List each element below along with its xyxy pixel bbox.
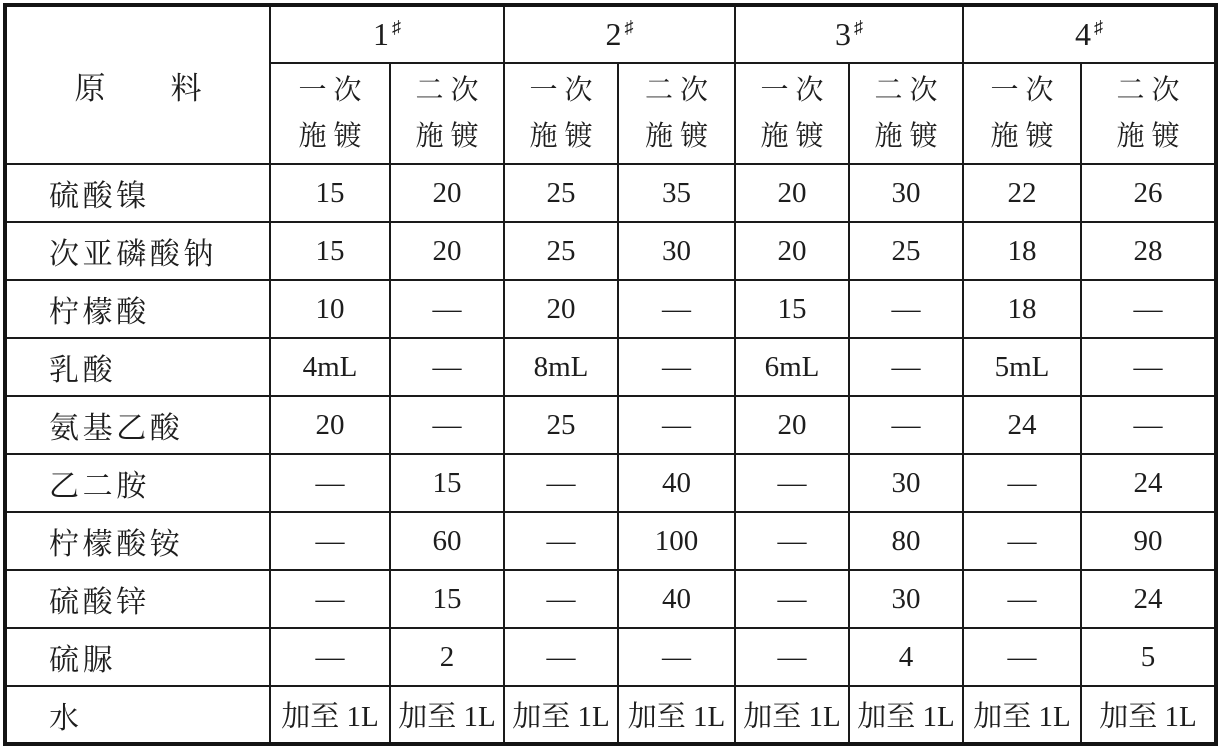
value-cell: 18 [963,280,1081,338]
value-cell: — [504,570,618,628]
value-cell: 25 [504,222,618,280]
subheader-line1: 一次 [298,74,369,106]
value-cell: — [504,628,618,686]
value-cell: 加至 1L [849,686,963,744]
table-row [5,570,1216,628]
plating-pass-header-4 [618,63,735,164]
value-cell: 20 [735,222,849,280]
table-row [5,686,1216,744]
ingredient-label-cell [5,454,270,512]
bath-group-header-3 [735,5,963,63]
value-cell: 20 [504,280,618,338]
subheader-line2: 施镀 [644,120,715,152]
value-cell: 60 [390,512,504,570]
value-cell: 6mL [735,338,849,396]
value-cell: — [963,454,1081,512]
ingredient-label-cell [5,338,270,396]
group-number: 2 [605,16,622,52]
value-cell: 加至 1L [618,686,735,744]
raw-material-corner-header [5,5,270,164]
value-cell: — [390,396,504,454]
plating-pass-header-7 [963,63,1081,164]
value-cell: — [390,280,504,338]
table-row [5,222,1216,280]
value-cell: 40 [618,454,735,512]
value-cell: — [504,454,618,512]
value-cell: — [849,396,963,454]
subheader-line1: 二次 [644,74,715,106]
value-cell: — [618,280,735,338]
value-cell: — [270,454,390,512]
value-cell: 15 [270,222,390,280]
subheader-line2: 施镀 [990,120,1061,152]
ingredient-label-cell [5,628,270,686]
value-cell: 30 [618,222,735,280]
value-cell: 25 [504,164,618,222]
subheader-line1: 二次 [1116,74,1187,106]
ingredient-name: 硫酸锌 [49,586,150,619]
plating-bath-formulation-table [3,3,1218,746]
value-cell: 20 [735,164,849,222]
subheader-line2: 施镀 [529,120,600,152]
ingredient-label-cell [5,512,270,570]
value-cell: — [390,338,504,396]
value-cell: — [618,338,735,396]
value-cell: — [849,338,963,396]
value-cell: 20 [390,164,504,222]
ingredient-rows [5,164,1216,744]
value-cell: 35 [618,164,735,222]
bath-group-header-4 [963,5,1216,63]
subheader-line2: 施镀 [760,120,831,152]
ingredient-name: 硫酸镍 [49,180,150,213]
value-cell: — [735,454,849,512]
table-row [5,280,1216,338]
value-cell: 10 [270,280,390,338]
subheader-line2: 施镀 [298,120,369,152]
ingredient-name: 乙二胺 [49,470,150,503]
plating-pass-header-5 [735,63,849,164]
bath-group-header-2 [504,5,735,63]
table-row [5,164,1216,222]
ingredient-label-cell [5,222,270,280]
value-cell: — [270,628,390,686]
value-cell: — [963,570,1081,628]
ingredient-name: 乳酸 [49,354,117,387]
ingredient-label-cell [5,570,270,628]
group-number: 4 [1075,16,1091,52]
table-row [5,512,1216,570]
value-cell: 28 [1081,222,1216,280]
value-cell: 18 [963,222,1081,280]
subheader-line2: 施镀 [415,120,486,152]
value-cell: — [270,512,390,570]
table-row [5,338,1216,396]
ingredient-name: 水 [49,701,83,735]
table-row [5,396,1216,454]
value-cell: 加至 1L [390,686,504,744]
ingredient-name: 氨基乙酸 [49,412,184,445]
subheader-line1: 二次 [874,74,945,106]
value-cell: 20 [390,222,504,280]
value-cell: — [504,512,618,570]
value-cell: 26 [1081,164,1216,222]
value-cell: — [1081,338,1216,396]
value-cell: 15 [735,280,849,338]
value-cell: — [735,628,849,686]
value-cell: 20 [735,396,849,454]
value-cell: 15 [390,454,504,512]
value-cell: 加至 1L [1081,686,1216,744]
value-cell: 30 [849,570,963,628]
raw-material-label: 原料 [74,70,267,106]
value-cell: 24 [963,396,1081,454]
value-cell: 5 [1081,628,1216,686]
ingredient-label-cell [5,280,270,338]
value-cell: 8mL [504,338,618,396]
value-cell: 25 [504,396,618,454]
value-cell: 100 [618,512,735,570]
bath-group-header-1 [270,5,504,63]
subheader-line1: 一次 [990,74,1061,106]
subheader-line2: 施镀 [874,120,945,152]
value-cell: — [735,570,849,628]
plating-pass-header-2 [390,63,504,164]
subheader-line1: 二次 [415,74,486,106]
value-cell: 加至 1L [963,686,1081,744]
value-cell: 20 [270,396,390,454]
ingredient-name: 柠檬酸铵 [49,528,184,561]
value-cell: 90 [1081,512,1216,570]
value-cell: 40 [618,570,735,628]
value-cell: 24 [1081,570,1216,628]
value-cell: 加至 1L [735,686,849,744]
value-cell: 30 [849,454,963,512]
value-cell: 2 [390,628,504,686]
subheader-line1: 一次 [760,74,831,106]
value-cell: — [618,396,735,454]
value-cell: 15 [390,570,504,628]
value-cell: — [735,512,849,570]
value-cell: 80 [849,512,963,570]
subheader-line1: 一次 [529,74,600,106]
sharp-superscript: ♯ [1094,17,1103,38]
ingredient-label-cell [5,396,270,454]
value-cell: — [618,628,735,686]
value-cell: — [963,512,1081,570]
group-header-row [5,5,1216,63]
value-cell: 4 [849,628,963,686]
value-cell: — [270,570,390,628]
table-row [5,628,1216,686]
value-cell: — [849,280,963,338]
ingredient-name: 柠檬酸 [49,296,150,329]
value-cell: — [1081,396,1216,454]
value-cell: — [1081,280,1216,338]
value-cell: 15 [270,164,390,222]
ingredient-label-cell [5,686,270,744]
value-cell: 加至 1L [504,686,618,744]
value-cell: — [963,628,1081,686]
table-row [5,454,1216,512]
value-cell: 5mL [963,338,1081,396]
sharp-superscript: ♯ [624,17,634,38]
value-cell: 30 [849,164,963,222]
sharp-superscript: ♯ [854,17,863,38]
value-cell: 25 [849,222,963,280]
group-number: 3 [835,16,851,52]
plating-pass-header-6 [849,63,963,164]
sharp-superscript: ♯ [392,17,401,38]
ingredient-name: 硫脲 [49,644,117,677]
ingredient-label-cell [5,164,270,222]
subheader-line2: 施镀 [1116,120,1187,152]
ingredient-name: 次亚磷酸钠 [49,238,217,271]
value-cell: 24 [1081,454,1216,512]
value-cell: 加至 1L [270,686,390,744]
plating-pass-header-8 [1081,63,1216,164]
value-cell: 22 [963,164,1081,222]
value-cell: 4mL [270,338,390,396]
plating-pass-header-3 [504,63,618,164]
group-number: 1 [373,16,389,52]
plating-pass-header-1 [270,63,390,164]
